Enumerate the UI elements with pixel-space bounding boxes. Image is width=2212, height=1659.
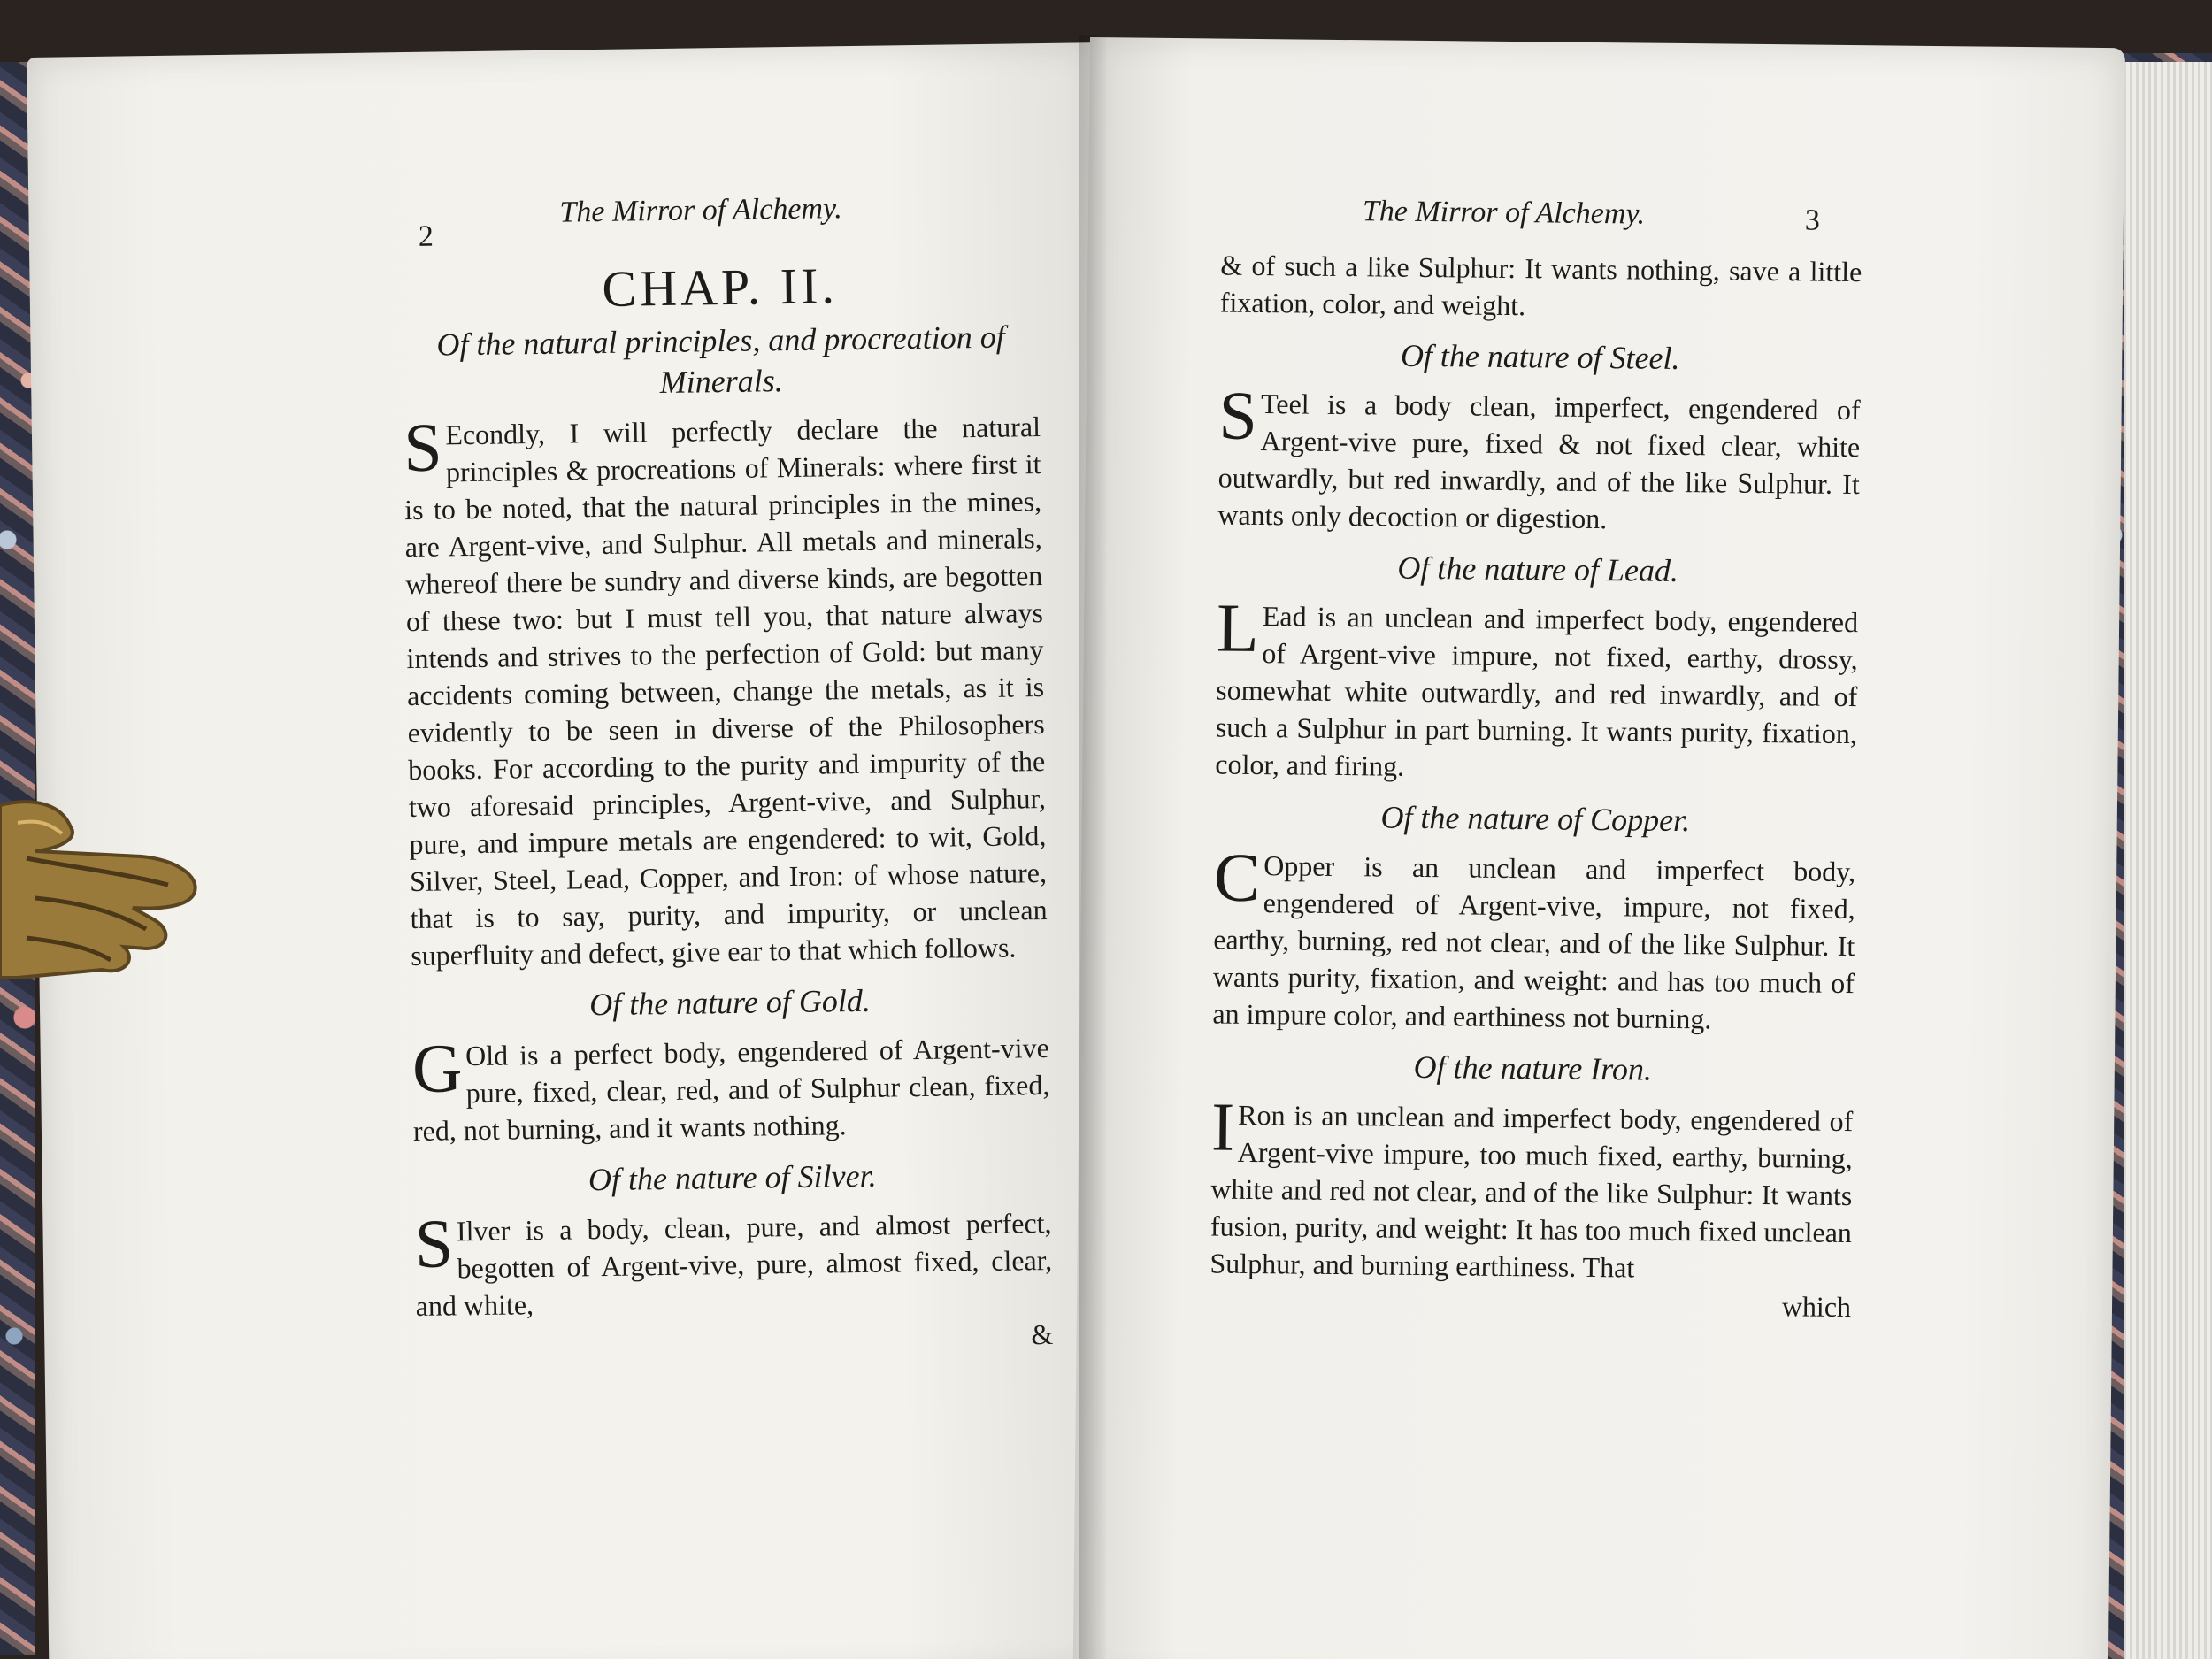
section-heading: Of the natural principles, and procreation of Minerals.	[436, 319, 1005, 401]
paragraph: L Ead is an unclean and imperfect body, engendered of Argent-vive impure, not fixed, earthy, drossy, somewhat white outwardly, and red inwardly, and of such a Sulphur in part burning. It wants purity, fixation, color, and firing.	[1215, 588, 1859, 782]
section-heading: Of the nature of Silver.	[588, 1157, 877, 1198]
drop-cap: I	[1210, 1087, 1235, 1165]
drop-cap: C	[1213, 838, 1261, 917]
section-heading: Of the nature of Lead.	[1397, 549, 1679, 588]
paragraph: G Old is a perfect body, engendered of Argent-vive pure, fixed, clear, red, and of Sulphur clean, fixed, red, not burning, and it wants nothing.	[411, 1029, 1050, 1148]
paragraph: S Econdly, I will perfectly declare the natural principles & procreations of Minerals: where first it is to be noted, that the natural principles in the mines, are Argent-vive, and Sulphur. All metals and minerals, whereof there be sundry and diverse kinds, are begotten of these two: but I must tell you, that nature always intends and strives to the perfection of Gold: but many accidents coming between, change the metals, as it is evidently to be seen in diverse of the Philosophers books. For according to the purity and impurity of the two aforesaid principles, Argent-vive, and Sulphur, pure, and impure metals are engendered: to wit, Gold, Silver, Steel, Lead, Copper, and Iron: of whose nature, that is to say, purity, and impurity, or unclean superfluity and defect, give ear to that which follows.	[403, 408, 1048, 972]
paragraph: C Opper is an unclean and imperfect body, engendered of Argent-vive, impure, not fixed, earthy, burning, red not clear, and of the like Sulphur. It wants purity, fixation, and weight: and has too much of an impure color, and earthiness not burning.	[1212, 838, 1856, 1035]
page-number-left: 2	[418, 219, 434, 253]
right-page	[1073, 37, 2125, 1659]
drop-cap: S	[414, 1204, 454, 1283]
right-page-text	[1210, 247, 1863, 1326]
page-number-right: 3	[1804, 204, 1821, 237]
paragraph: S Ilver is a body, clean, pure, and almost perfect, begotten of Argent-vive, pure, almost fixed, clear, and white,	[414, 1204, 1053, 1322]
drop-cap: S	[1218, 376, 1258, 454]
section-heading: Of the nature of Gold.	[588, 982, 872, 1023]
brass-hand-page-holder	[0, 787, 204, 991]
paragraph: I Ron is an unclean and imperfect body, engendered of Argent-vive impure, too much fixed, earthy, burning, white and red not clear, and of the like Sulphur: It wants fusion, purity, and weight: It has too much fixed unclean Sulphur, and burning earthiness. That	[1210, 1087, 1854, 1284]
section-heading: Of the nature Iron.	[1413, 1048, 1653, 1087]
book-gutter	[1079, 35, 1106, 1659]
chapter-title: CHAP. II.	[602, 257, 839, 318]
section-heading: Of the nature of Copper.	[1380, 799, 1691, 839]
paragraph: & of such a like Sulphur: It wants nothing, save a little fixation, color, and weight.	[1219, 249, 1863, 322]
left-page-text	[401, 257, 1054, 1362]
drop-cap: L	[1216, 588, 1260, 667]
running-head-right: The Mirror of Alchemy.	[1362, 195, 1646, 231]
drop-cap: G	[411, 1029, 463, 1108]
section-heading: Of the nature of Steel.	[1400, 337, 1680, 376]
drop-cap: S	[403, 408, 443, 487]
running-head-left: The Mirror of Alchemy.	[559, 192, 842, 229]
catchword: which	[1781, 1290, 1852, 1324]
page-edges	[2124, 62, 2212, 1659]
paragraph: S Teel is a body clean, imperfect, engendered of Argent-vive pure, fixed & not fixed clear, white outwardly, but red inwardly, and of the like Sulphur. It wants only decoction or digestion.	[1217, 376, 1861, 535]
catchword: &	[1031, 1317, 1054, 1351]
